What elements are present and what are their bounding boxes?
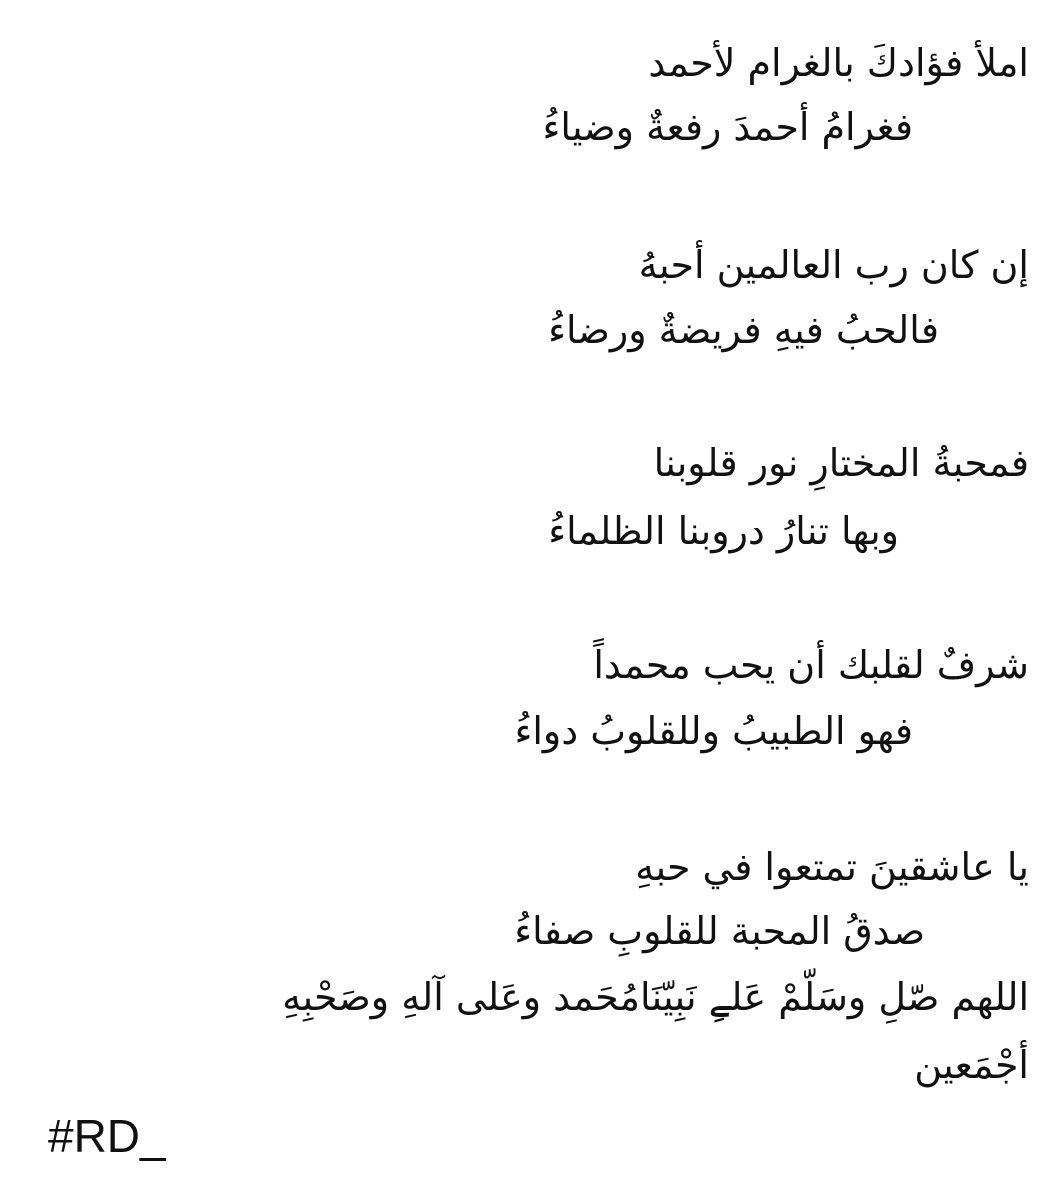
prayer-line-1: اللهم صّلِ وسَلّمْ عَلےِ نَبِيّنَامُحَمد وعَلى آلهِ وصَحْبِهِ <box>282 975 1029 1019</box>
poem-line-10: صدقُ المحبة للقلوبِ صفاءُ <box>514 909 925 953</box>
poem-line-1: املأ فؤادكَ بالغرام لأحمد <box>648 41 1029 85</box>
poem-line-8: فهو الطبيبُ وللقلوبُ دواءُ <box>514 709 913 753</box>
poem-line-4: فالحبُ فيهِ فريضةٌ ورضاءُ <box>548 308 939 352</box>
poem-line-5: فمحبةُ المختارِ نور قلوبنا <box>653 441 1029 485</box>
prayer-line-2: أجْمَعين <box>914 1043 1029 1087</box>
poem-line-3: إن كان رب العالمين أحبهُ <box>638 243 1029 287</box>
poem-line-9: يا عاشقينَ تمتعوا في حبهِ <box>635 845 1029 889</box>
poem-line-2: فغرامُ أحمدَ رفعةٌ وضياءُ <box>542 105 913 149</box>
signature-hashtag: #RD_ <box>48 1110 166 1162</box>
poem-line-6: وبها تنارُ دروبنا الظلماءُ <box>548 509 899 553</box>
poem-line-7: شرفٌ لقلبك أن يحب محمداً <box>593 643 1029 687</box>
